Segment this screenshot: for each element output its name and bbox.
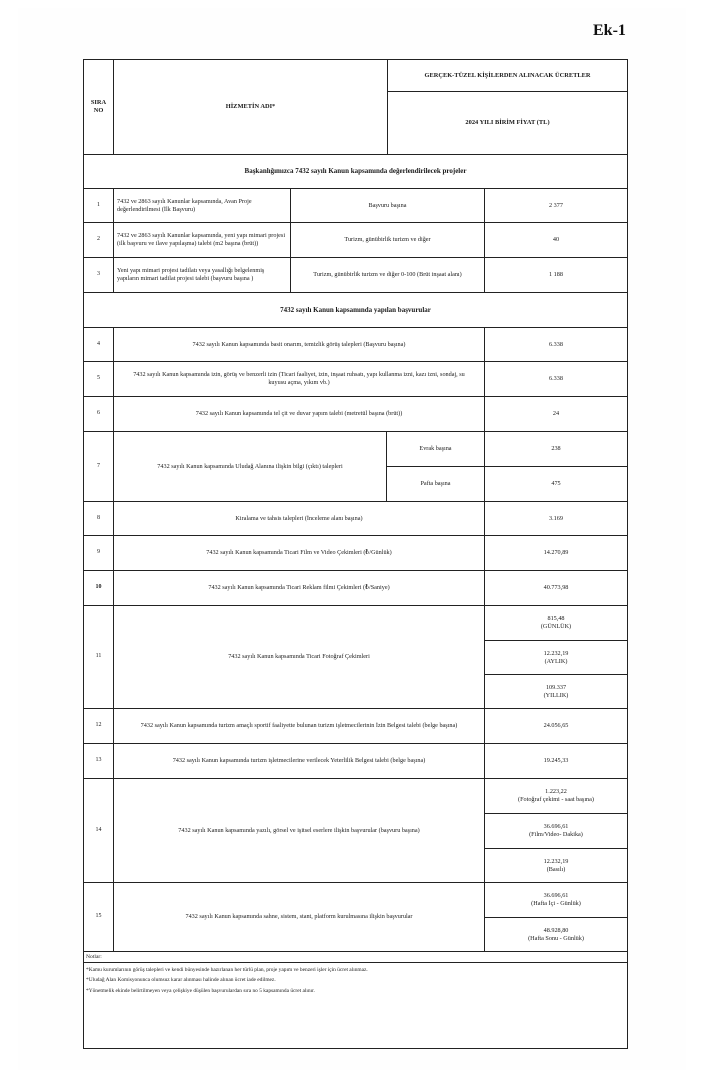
row-value — [484, 640, 628, 675]
value-amount: 109.337 — [545, 683, 567, 691]
row-value: 24.056,65 — [484, 708, 628, 744]
notes-title: Notlar: — [83, 951, 628, 963]
row-no: 1 — [83, 188, 114, 223]
row-unit: Başvuru başına — [290, 188, 485, 223]
row-no: 14 — [83, 778, 114, 883]
row-desc: 7432 sayılı Kanun kapsamında izin, görüş ve benzerli izin (Ticari faaliyet, izin, inşaat ruhsatı, yapı kullanma izni, kazı izni, sondaj, su kuyusu açma, yıkım vb.) — [113, 361, 485, 397]
row-no: 9 — [83, 535, 114, 571]
row-unit: Turizm, günübirlik turizm ve diğer — [290, 222, 485, 258]
row-subunit: Pafta başına — [386, 466, 485, 502]
value-note: (Fotoğraf çekimi - saat başına) — [518, 796, 594, 803]
value-note: (Basılı) — [546, 865, 566, 873]
row-desc: 7432 sayılı Kanun kapsamında Ticari Film ve Video Çekimleri (₺/Günlük) — [113, 535, 485, 571]
value-amount: 48.928,80 — [543, 926, 569, 934]
row-no: 10 — [83, 570, 114, 606]
note-item: *Kamu kurumlarının görüş talepleri ve kendi bünyesinde hazırlanan her türlü plan, proje yapım ve benzeri işler için ücret alınmaz. — [86, 967, 368, 973]
row-no: 4 — [83, 327, 114, 362]
row-desc: Kiralama ve tahsis talepleri (İnceleme alanı başına) — [113, 501, 485, 536]
row-desc: 7432 sayılı Kanun kapsamında yazılı, görsel ve işitsel eserlere ilişkin başvurular (başvuru başına) — [113, 778, 485, 883]
row-desc: 7432 sayılı Kanun kapsamında Ticari Reklam filmi Çekimleri (₺/Saniye) — [113, 570, 485, 606]
row-no: 8 — [83, 501, 114, 536]
row-value — [484, 848, 628, 883]
row-no: 3 — [83, 257, 114, 293]
note-item: *Uludağ Alan Komisyonunca olumsuz karar alınması halinde alınan ücret iade edilmez. — [86, 977, 276, 984]
row-desc: 7432 sayılı Kanun kapsamında tel çit ve duvar yapım talebi (metretül başına (brüt)) — [113, 396, 485, 432]
row-value: 6.338 — [484, 361, 628, 397]
row-no: 5 — [83, 361, 114, 397]
row-desc: 7432 sayılı Kanun kapsamında turizm işletmecilerine verilecek Yeterlilik Belgesi talebi (belge başına) — [113, 743, 485, 779]
row-value — [484, 813, 628, 849]
row-no: 13 — [83, 743, 114, 779]
value-amount: 12.232,19 — [543, 649, 569, 657]
row-value — [484, 605, 628, 641]
row-no: 7 — [83, 431, 114, 502]
row-no: 6 — [83, 396, 114, 432]
row-desc: 7432 sayılı Kanun kapsamında Uludağ Alanına ilişkin bilgi (çıktı) talepleri — [113, 431, 387, 502]
row-desc: 7432 sayılı Kanun kapsamında Ticari Fotoğraf Çekimleri — [113, 605, 485, 709]
value-amount: 815,48 — [547, 615, 565, 623]
section-title: 7432 sayılı Kanun kapsamında yapılan başvurular — [83, 292, 628, 328]
value-amount: 36.696,61 — [543, 892, 569, 900]
row-desc: 7432 ve 2863 sayılı Kanunlar kapsamında, yeni yapı mimari projesi (ilk başvuru ve ilave yapılaşma) talebi (m2 başına (brüt)) — [113, 222, 291, 258]
row-value — [484, 882, 628, 918]
row-value: 475 — [484, 466, 628, 502]
value-note: (AYLIK) — [544, 657, 568, 665]
header-price-title: 2024 YILI BİRİM FİYAT (TL) — [387, 91, 628, 155]
value-note: (Hafta İçi - Günlük) — [531, 900, 581, 907]
value-note: (Film/Video- Dakika) — [529, 831, 583, 838]
row-desc: 7432 sayılı Kanun kapsamında basit onarım, temizlik görüş talepleri (Başvuru başına) — [113, 327, 485, 362]
value-note: (Hafta Sonu - Günlük) — [528, 934, 584, 942]
row-value — [484, 674, 628, 709]
value-amount: 36.696,61 — [543, 823, 569, 831]
row-value: 40.773,98 — [484, 570, 628, 606]
row-value — [484, 917, 628, 952]
row-subunit: Evrak başına — [386, 431, 485, 467]
notes-box — [83, 962, 628, 1049]
header-sira-no: SIRA NO — [83, 59, 114, 155]
row-no: 15 — [83, 882, 114, 952]
row-value: 14.270,89 — [484, 535, 628, 571]
header-hizmet-adi: HİZMETİN ADI* — [113, 59, 388, 155]
row-no: 12 — [83, 708, 114, 744]
section-title: Başkanlığımızca 7432 sayılı Kanun kapsamında değerlendirilecek projeler — [83, 154, 628, 189]
row-no: 11 — [83, 605, 114, 709]
row-value: 40 — [484, 222, 628, 258]
row-no: 2 — [83, 222, 114, 258]
row-value: 3.169 — [484, 501, 628, 536]
row-desc: 7432 sayılı Kanun kapsamında turizm amaçlı sportif faaliyette bulunan turizm işletmecilerinin İzin Belgesi talebi (belge başına) — [113, 708, 485, 744]
header-group-title: GERÇEK-TÜZEL KİŞİLERDEN ALINACAK ÜCRETLER — [387, 59, 628, 92]
row-desc: 7432 sayılı Kanun kapsamında sahne, sistem, stant, platform kurulmasına ilişkin başvurular — [113, 882, 485, 952]
value-amount: 12.232,19 — [543, 857, 569, 865]
row-value: 19.245,33 — [484, 743, 628, 779]
value-note: (YILLIK) — [543, 691, 569, 699]
annex-label: Ek-1 — [593, 22, 626, 39]
note-item: *Yönetmelik ekinde belirtilmeyen veya çelişkiye düşülen başvurulardan sıra no 5 kapsamında ücret alınır. — [86, 987, 315, 994]
value-amount: 1.223,22 — [545, 788, 567, 796]
row-value — [484, 778, 628, 814]
row-value: 24 — [484, 396, 628, 432]
row-value: 6.338 — [484, 327, 628, 362]
row-value: 1 188 — [484, 257, 628, 293]
row-value: 2 377 — [484, 188, 628, 223]
row-desc: Yeni yapı mimari projesi tadilatı veya yasallığı belgelenmiş yapıların mimari tadilat projesi talebi (başvuru başına ) — [113, 257, 291, 293]
value-note: (GÜNLÜK) — [540, 623, 572, 630]
row-value: 238 — [484, 431, 628, 467]
row-desc: 7432 ve 2863 sayılı Kanunlar kapsamında, Avan Proje değerlendirilmesi (İlk Başvuru) — [113, 188, 291, 223]
row-unit: Turizm, günübirlik turizm ve diğer 0-100 (Brüt inşaat alanı) — [290, 257, 485, 293]
